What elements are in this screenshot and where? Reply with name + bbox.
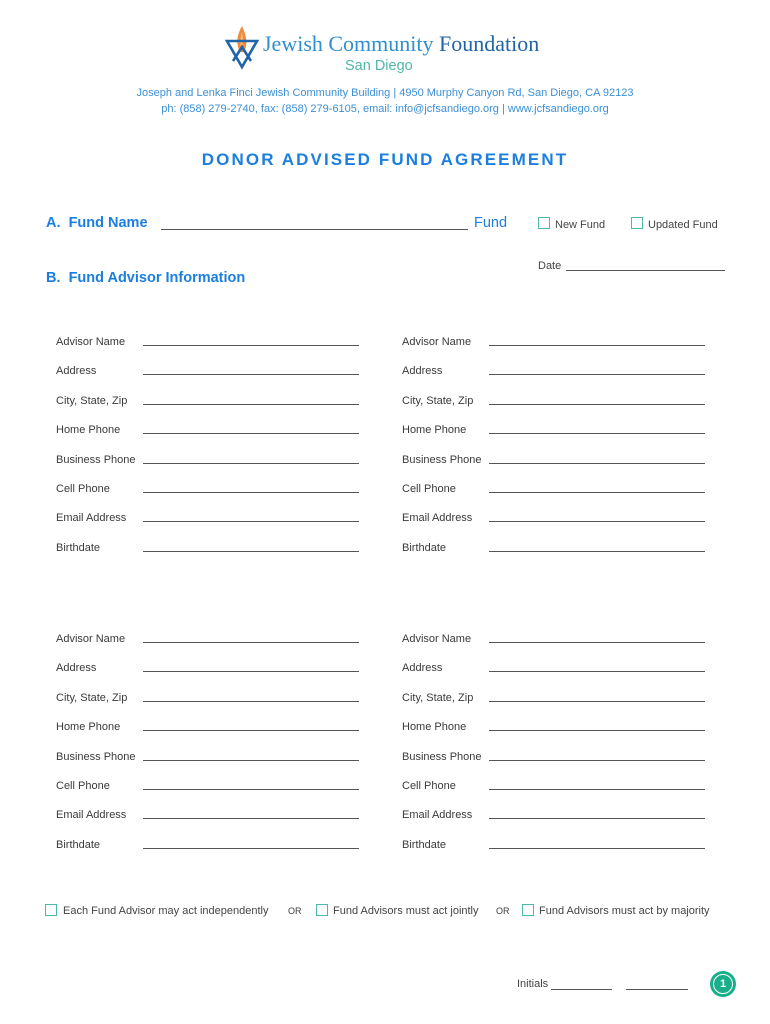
- initials-label: Initials: [517, 978, 549, 990]
- advisor-1-advisor-name-label: Advisor Name: [56, 336, 126, 348]
- advisor-1-birthdate-input[interactable]: [143, 551, 359, 552]
- advisor-3-advisor-name-label: Advisor Name: [56, 633, 126, 645]
- act-jointly-checkbox[interactable]: [316, 904, 328, 916]
- advisor-3-business-phone-label: Business Phone: [56, 750, 136, 763]
- advisor-1-home-phone-input[interactable]: [143, 433, 359, 434]
- organization-name-part1: Jewish Community: [263, 31, 434, 56]
- section-b-title: Fund Advisor Information: [68, 270, 246, 286]
- act-jointly-label: Fund Advisors must act jointly: [333, 905, 479, 917]
- advisor-4-address-label: Address: [402, 662, 443, 675]
- advisor-2-email-address-input[interactable]: [489, 521, 705, 522]
- new-fund-checkbox[interactable]: [538, 217, 550, 229]
- advisor-3-birthdate-input[interactable]: [143, 848, 359, 849]
- section-a-title: Fund Name: [68, 215, 148, 231]
- initials-input-2[interactable]: [626, 989, 688, 990]
- advisor-3-email-address-label: Email Address: [56, 809, 127, 822]
- initials-input-1[interactable]: [551, 989, 612, 990]
- advisor-1-home-phone-label: Home Phone: [56, 424, 121, 437]
- advisor-4-cell-phone-label: Cell Phone: [402, 780, 456, 792]
- advisor-2-city-state-zip-input[interactable]: [489, 404, 705, 405]
- act-independently-label: Each Fund Advisor may act independently: [63, 905, 269, 917]
- address-line: Joseph and Lenka Finci Jewish Community Building | 4950 Murphy Canyon Rd, San Diego, CA 92123: [136, 87, 634, 99]
- advisor-4-birthdate-input[interactable]: [489, 848, 705, 849]
- advisor-3-city-state-zip-label: City, State, Zip: [56, 691, 128, 704]
- advisor-4-cell-phone-input[interactable]: [489, 789, 705, 790]
- page-number: 1: [713, 974, 733, 994]
- advisor-1-city-state-zip-input[interactable]: [143, 404, 359, 405]
- advisor-1-business-phone-label: Business Phone: [56, 453, 136, 466]
- section-b-label: B.: [46, 270, 61, 286]
- advisor-4-city-state-zip-label: City, State, Zip: [402, 691, 474, 704]
- or-separator: OR: [496, 906, 510, 916]
- advisor-4-birthdate-label: Birthdate: [402, 838, 447, 851]
- advisor-2-business-phone-input[interactable]: [489, 463, 705, 464]
- advisor-2-advisor-name-label: Advisor Name: [402, 336, 472, 348]
- contact-line: ph: (858) 279-2740, fax: (858) 279-6105, email: info@jcfsandiego.org | www.jcfsandiego.org: [161, 103, 609, 115]
- page-number-badge: [710, 971, 736, 997]
- advisor-4-email-address-label: Email Address: [402, 809, 473, 822]
- advisor-4-home-phone-input[interactable]: [489, 730, 705, 731]
- act-majority-label: Fund Advisors must act by majority: [539, 905, 710, 917]
- advisor-4-business-phone-input[interactable]: [489, 760, 705, 761]
- advisor-2-birthdate-label: Birthdate: [402, 541, 447, 554]
- advisor-3-address-input[interactable]: [143, 671, 359, 672]
- fund-suffix-label: Fund: [474, 215, 508, 231]
- foundation-logo-icon: [224, 24, 260, 72]
- advisor-1-email-address-label: Email Address: [56, 512, 127, 525]
- advisor-4-advisor-name-input[interactable]: [489, 642, 705, 643]
- updated-fund-checkbox[interactable]: [631, 217, 643, 229]
- advisor-2-cell-phone-input[interactable]: [489, 492, 705, 493]
- advisor-1-cell-phone-input[interactable]: [143, 492, 359, 493]
- advisor-2-home-phone-label: Home Phone: [402, 424, 467, 437]
- advisor-2-city-state-zip-label: City, State, Zip: [402, 394, 474, 407]
- advisor-2-home-phone-input[interactable]: [489, 433, 705, 434]
- advisor-2-address-label: Address: [402, 365, 443, 378]
- organization-name: [263, 33, 539, 55]
- advisor-4-city-state-zip-input[interactable]: [489, 701, 705, 702]
- document-title: DONOR ADVISED FUND AGREEMENT: [201, 150, 569, 169]
- advisor-2-advisor-name-input[interactable]: [489, 345, 705, 346]
- advisor-3-city-state-zip-input[interactable]: [143, 701, 359, 702]
- date-label: Date: [538, 260, 562, 272]
- advisor-4-business-phone-label: Business Phone: [402, 750, 482, 763]
- updated-fund-label: Updated Fund: [648, 219, 718, 231]
- advisor-1-business-phone-input[interactable]: [143, 463, 359, 464]
- advisor-2-cell-phone-label: Cell Phone: [402, 483, 456, 495]
- advisor-1-cell-phone-label: Cell Phone: [56, 483, 110, 495]
- advisor-3-cell-phone-input[interactable]: [143, 789, 359, 790]
- advisor-3-cell-phone-label: Cell Phone: [56, 780, 110, 792]
- advisor-3-home-phone-label: Home Phone: [56, 721, 121, 734]
- advisor-4-address-input[interactable]: [489, 671, 705, 672]
- fund-name-input[interactable]: [161, 229, 468, 230]
- or-separator: OR: [288, 906, 302, 916]
- advisor-1-address-label: Address: [56, 365, 97, 378]
- section-a-heading: [46, 215, 148, 231]
- advisor-4-home-phone-label: Home Phone: [402, 721, 467, 734]
- section-b-heading: [46, 270, 245, 286]
- organization-name-part2: Foundation: [439, 31, 540, 56]
- section-a-label: A.: [46, 215, 61, 231]
- advisor-3-home-phone-input[interactable]: [143, 730, 359, 731]
- advisor-2-email-address-label: Email Address: [402, 512, 473, 525]
- advisor-1-city-state-zip-label: City, State, Zip: [56, 394, 128, 407]
- advisor-4-advisor-name-label: Advisor Name: [402, 633, 472, 645]
- advisor-3-advisor-name-input[interactable]: [143, 642, 359, 643]
- advisor-3-business-phone-input[interactable]: [143, 760, 359, 761]
- advisor-1-email-address-input[interactable]: [143, 521, 359, 522]
- date-input[interactable]: [566, 270, 725, 271]
- act-majority-checkbox[interactable]: [522, 904, 534, 916]
- advisor-2-birthdate-input[interactable]: [489, 551, 705, 552]
- act-independently-checkbox[interactable]: [45, 904, 57, 916]
- advisor-2-address-input[interactable]: [489, 374, 705, 375]
- advisor-3-email-address-input[interactable]: [143, 818, 359, 819]
- advisor-1-birthdate-label: Birthdate: [56, 541, 101, 554]
- organization-subtitle: San Diego: [345, 58, 413, 74]
- advisor-3-birthdate-label: Birthdate: [56, 838, 101, 851]
- advisor-2-business-phone-label: Business Phone: [402, 453, 482, 466]
- new-fund-label: New Fund: [555, 219, 606, 231]
- advisor-4-email-address-input[interactable]: [489, 818, 705, 819]
- advisor-1-address-input[interactable]: [143, 374, 359, 375]
- advisor-3-address-label: Address: [56, 662, 97, 675]
- advisor-1-advisor-name-input[interactable]: [143, 345, 359, 346]
